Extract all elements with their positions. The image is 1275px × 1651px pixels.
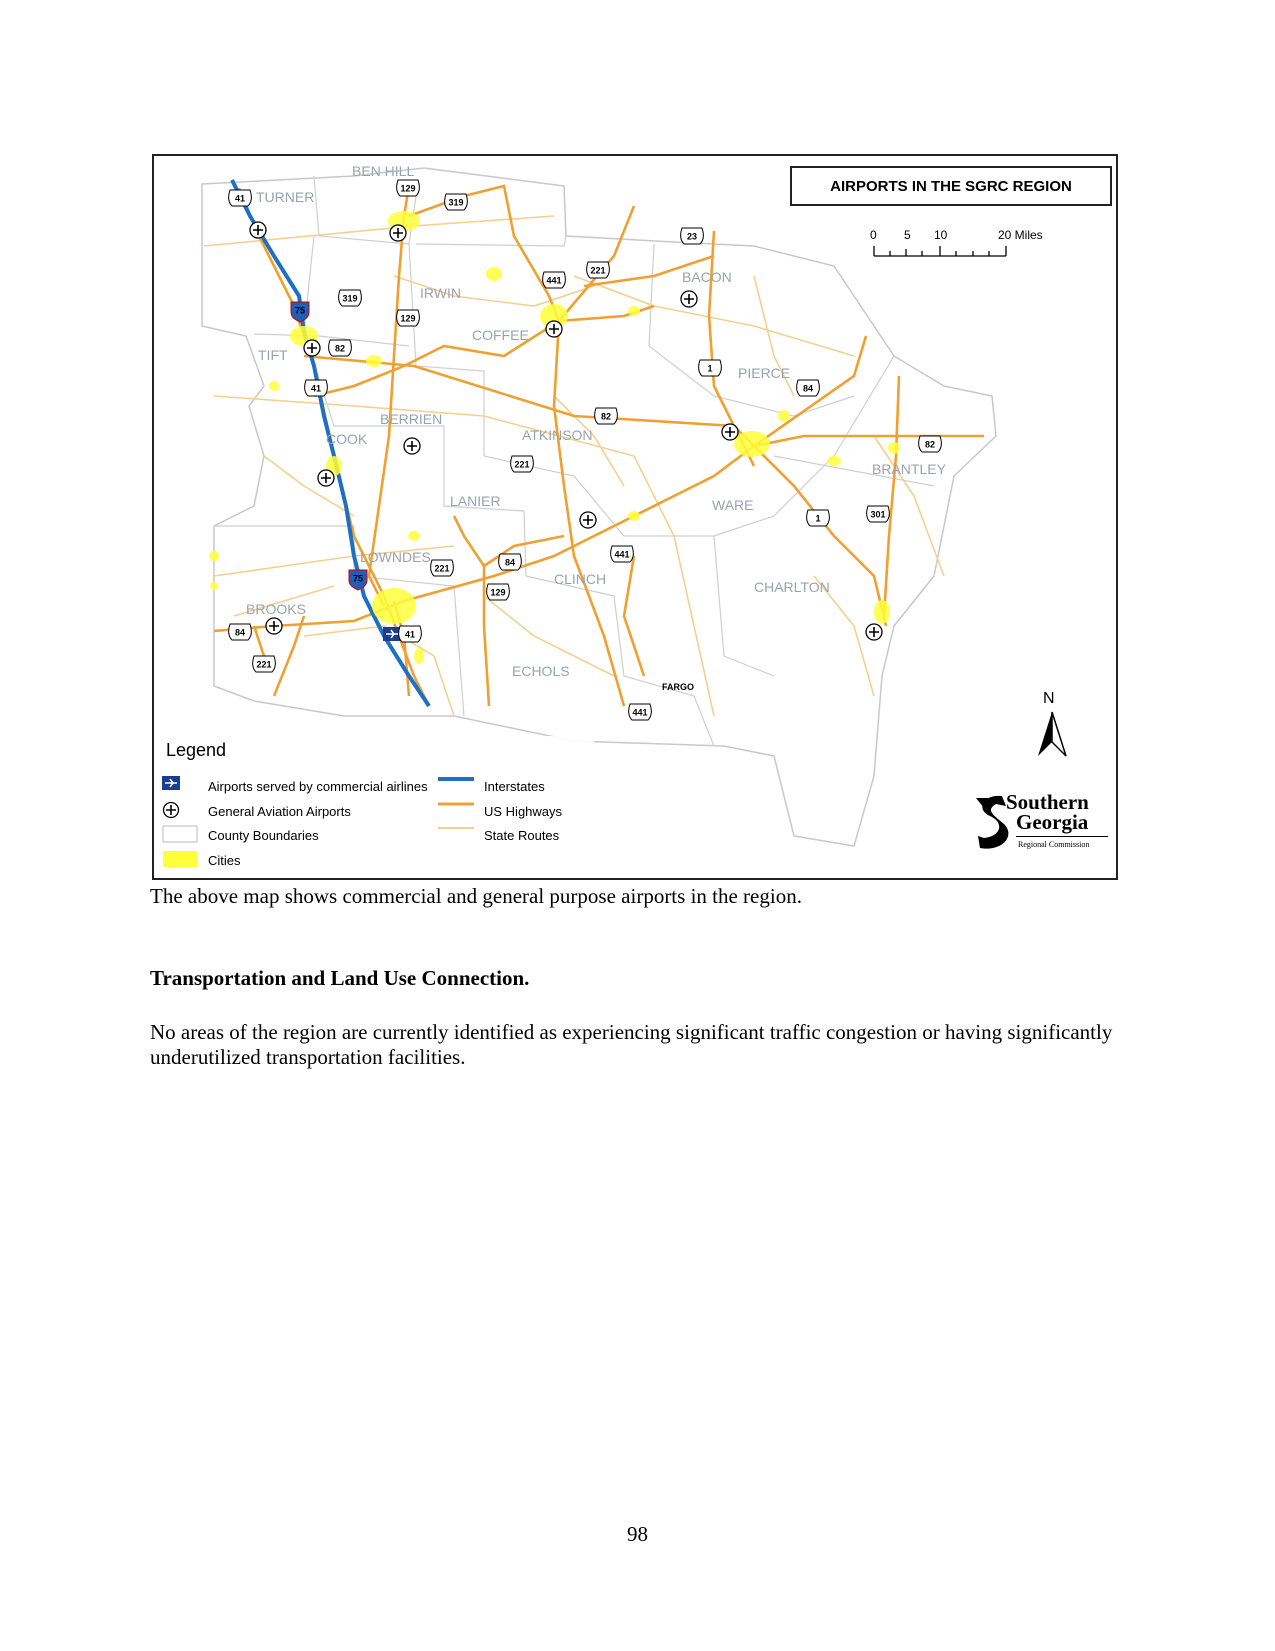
airport-ware xyxy=(722,424,738,440)
legend-item-commercial-airports: Airports served by commercial airlines xyxy=(162,776,428,796)
county-label-charlton: CHARLTON xyxy=(754,579,830,595)
route-shield-41 xyxy=(229,190,252,206)
route-shield-129 xyxy=(487,584,510,600)
airport-brooks xyxy=(266,618,282,634)
interstate-line xyxy=(438,776,478,796)
map-legend xyxy=(154,736,594,880)
route-shield-41 xyxy=(305,380,328,396)
route-shield-number: 129 xyxy=(400,183,416,194)
north-label: N xyxy=(1043,690,1055,707)
airport-ben-hill xyxy=(390,225,406,241)
route-shield-number: 82 xyxy=(334,343,346,354)
route-shield-number: 221 xyxy=(256,659,272,670)
north-arrow xyxy=(1032,690,1072,760)
route-shield-1 xyxy=(699,360,722,376)
route-shield-441 xyxy=(611,546,634,562)
route-shield-82 xyxy=(595,408,618,424)
route-shield-number: 441 xyxy=(546,275,562,286)
route-shield-221 xyxy=(587,262,610,278)
route-shield-number: 441 xyxy=(632,707,648,718)
north-arrow-icon xyxy=(1032,710,1072,760)
route-shield-number: 75 xyxy=(352,573,364,584)
route-shield-84 xyxy=(229,624,252,640)
route-shield-number: 84 xyxy=(504,557,516,568)
airports-map xyxy=(152,154,1118,880)
airport-bacon xyxy=(681,291,697,307)
legend-item-us-highways: US Highways xyxy=(438,801,562,821)
county-label-echols: ECHOLS xyxy=(512,663,570,679)
county-label-irwin: IRWIN xyxy=(420,285,461,301)
map-title: AIRPORTS IN THE SGRC REGION xyxy=(790,166,1112,206)
county-label-coffee: COFFEE xyxy=(472,327,529,343)
route-shield-1 xyxy=(807,510,830,526)
route-shield-84 xyxy=(499,554,522,570)
city-label-fargo: FARGO xyxy=(662,682,695,692)
route-shield-number: 221 xyxy=(590,265,606,276)
map-caption: The above map shows commercial and general purpose airports in the region. xyxy=(150,884,802,908)
county-label-cook: COOK xyxy=(326,431,368,447)
airport-tift xyxy=(304,340,320,356)
county-label-lowndes: LOWNDES xyxy=(360,549,431,565)
general-aviation-airport-icon xyxy=(162,801,202,821)
county-label-clinch: CLINCH xyxy=(554,571,607,587)
section-heading: Transportation and Land Use Connection. xyxy=(150,966,530,990)
body-paragraph: No areas of the region are currently identified as experiencing significant traffic congestion or having significantly underutilized transportation facilities. xyxy=(150,1020,1113,1069)
airport-charlton xyxy=(866,624,882,640)
county-label-brantley: BRANTLEY xyxy=(872,461,946,477)
route-shield-number: 84 xyxy=(802,383,814,394)
route-shield-number: 84 xyxy=(234,627,246,638)
county-label-atkinson: ATKINSON xyxy=(522,427,593,443)
scale-tick-0: 0 xyxy=(870,228,877,242)
county-boundary-swatch xyxy=(162,825,202,845)
county-label-tift: TIFT xyxy=(258,347,288,363)
route-shield-number: 301 xyxy=(870,509,886,520)
route-shield-221 xyxy=(511,456,534,472)
scale-tick-5: 5 xyxy=(904,228,911,242)
route-shield-301 xyxy=(867,506,890,522)
route-shield-441 xyxy=(629,704,652,720)
airport-berrien xyxy=(404,438,420,454)
legend-item-cities: Cities xyxy=(162,850,241,870)
logo-word-southern: Southern xyxy=(1006,790,1089,814)
county-label-bacon: BACON xyxy=(682,269,732,285)
route-shield-129 xyxy=(397,310,420,326)
county-label-ware: WARE xyxy=(712,497,754,513)
sgrc-logo xyxy=(972,790,1112,860)
route-shield-221 xyxy=(253,656,276,672)
route-shield-41 xyxy=(399,626,422,642)
route-shield-number: 1 xyxy=(815,513,821,524)
airport-coffee xyxy=(546,321,562,337)
scale-bar-graphic xyxy=(872,244,1012,258)
state-route-line xyxy=(438,825,478,845)
route-shield-84 xyxy=(797,380,820,396)
route-shield-number: 82 xyxy=(600,411,612,422)
city-swatch xyxy=(162,850,202,870)
route-shield-319 xyxy=(445,194,468,210)
county-label-brooks: BROOKS xyxy=(246,601,306,617)
legend-item-county-boundaries: County Boundaries xyxy=(162,825,319,845)
scale-tick-20: 20 Miles xyxy=(998,228,1043,242)
route-shield-number: 319 xyxy=(342,293,358,304)
county-label-lanier: LANIER xyxy=(450,493,501,509)
logo-word-regional-commission: Regional Commission xyxy=(1018,840,1090,849)
route-shield-number: 221 xyxy=(514,459,530,470)
page-number: 98 xyxy=(627,1522,648,1546)
route-shield-number: 41 xyxy=(404,629,416,640)
airport-cook xyxy=(318,470,334,486)
route-shield-82 xyxy=(329,340,352,356)
airport-atkinson xyxy=(580,512,596,528)
route-shield-number: 82 xyxy=(924,439,936,450)
route-shield-number: 23 xyxy=(686,231,698,242)
scale-tick-10: 10 xyxy=(934,228,948,242)
route-shield-number: 41 xyxy=(310,383,322,394)
legend-title: Legend xyxy=(166,740,227,760)
scale-bar xyxy=(870,228,1043,258)
route-shield-number: 75 xyxy=(294,305,306,316)
county-label-ben-hill: BEN HILL xyxy=(352,163,415,179)
route-shield-number: 129 xyxy=(400,313,416,324)
route-shield-number: 41 xyxy=(234,193,246,204)
us-highway-line xyxy=(438,801,478,821)
logo-rule xyxy=(1016,836,1108,837)
route-shield-221 xyxy=(431,560,454,576)
county-label-turner: TURNER xyxy=(256,189,315,205)
route-shield-number: 319 xyxy=(448,197,464,208)
legend-item-general-aviation: General Aviation Airports xyxy=(162,801,351,821)
logo-word-georgia: Georgia xyxy=(1016,810,1089,834)
route-shield-82 xyxy=(919,436,942,452)
route-shield-number: 441 xyxy=(614,549,630,560)
commercial-airport-icon xyxy=(162,776,202,796)
route-shield-319 xyxy=(339,290,362,306)
airport-turner xyxy=(250,222,266,238)
route-shield-129 xyxy=(397,180,420,196)
route-shield-number: 221 xyxy=(434,563,450,574)
route-shield-441 xyxy=(543,272,566,288)
route-shield-number: 129 xyxy=(490,587,506,598)
route-shield-23 xyxy=(681,228,704,244)
county-label-pierce: PIERCE xyxy=(738,365,791,381)
legend-item-interstates: Interstates xyxy=(438,776,545,796)
legend-item-state-routes: State Routes xyxy=(438,825,559,845)
route-shield-number: 1 xyxy=(707,363,713,374)
county-label-berrien: BERRIEN xyxy=(380,411,443,427)
